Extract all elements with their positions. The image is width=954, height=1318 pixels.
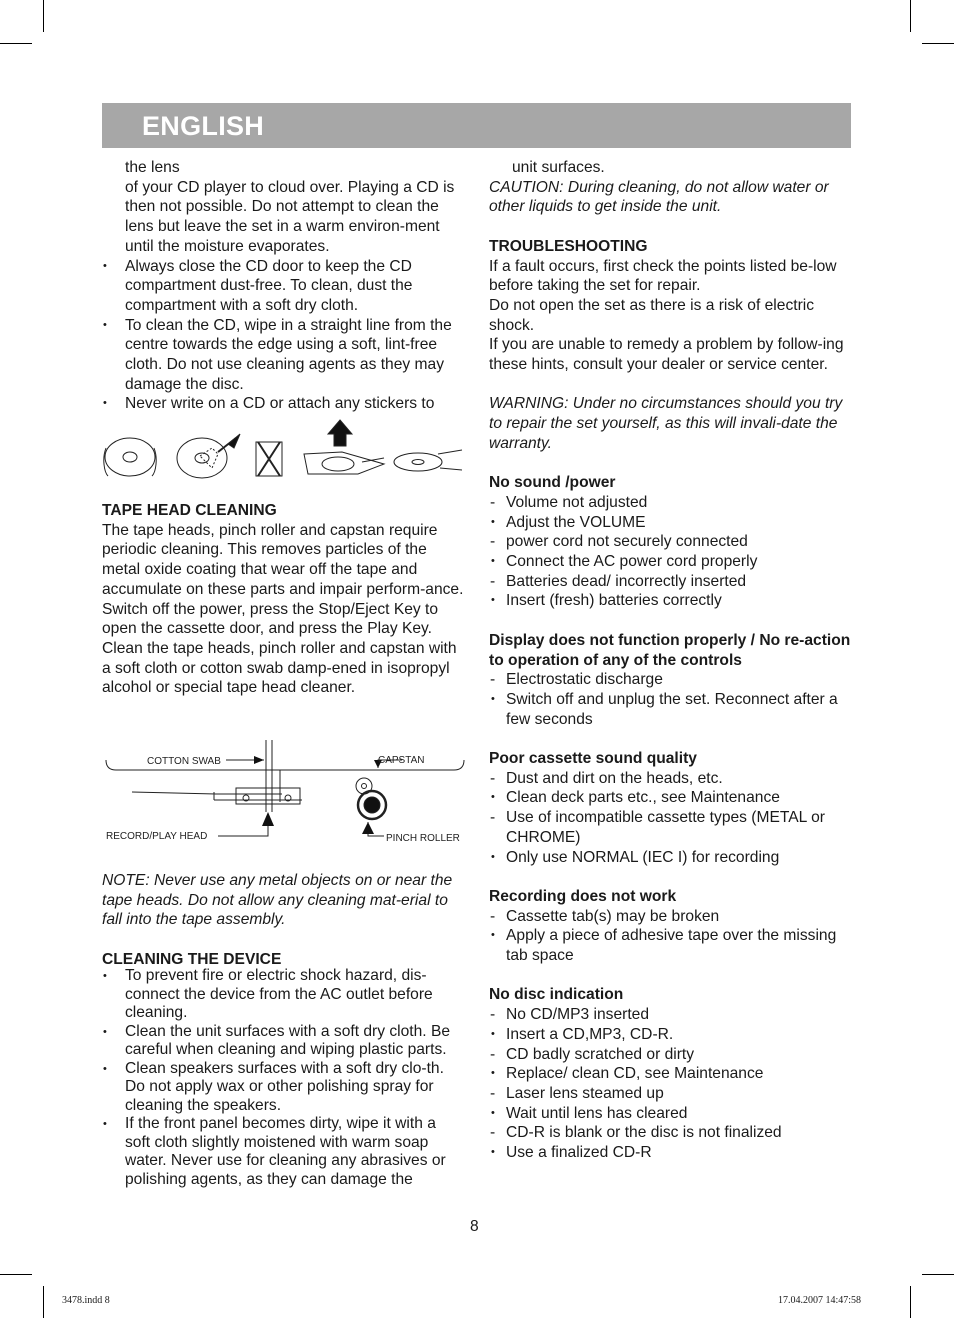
tape-head-diagram [102,740,468,850]
remedy-item: • Insert (fresh) batteries correctly [491,592,722,610]
crop-mark [910,0,911,32]
cd-hold-illustration [104,438,156,476]
cause-item: - CD badly scratched or dirty [490,1045,695,1063]
note-text: NOTE: Never use any metal objects on or near the tape heads. Do not allow any cleaning mat-erial to fall into the tape assembly. [102,872,453,929]
problem-heading: No disc indication [489,986,624,1004]
cause-item: - Laser lens steamed up [490,1084,664,1102]
body-text: Do not open the set as there is a risk of electric shock. [489,296,815,334]
left-column-top [102,158,464,414]
remedy-item: • Wait until lens has cleared [491,1104,688,1122]
insert-arrow [328,420,352,446]
cause-item: - Electrostatic discharge [490,671,663,689]
cd-insert-illustration [304,452,384,474]
crop-mark [43,1286,44,1318]
section-heading: TROUBLESHOOTING [489,237,648,255]
tape-head-section [102,501,468,698]
body-text: The tape heads, pinch roller and capstan require periodic cleaning. This removes particles of the metal oxide coating that wear off the tape and accumulate on these parts and impair perform-ance. Switch off the power, press the Stop/Eject Key to open the cassette door, and press the Play Key. Clean the tape heads, pinch roller and capstan with a soft cloth or cotton swab damp-ened in isopropyl alcohol or special tape head cleaner. [102,521,464,697]
language-header [102,103,851,148]
cause-item: - Use of incompatible cassette types (METAL or CHROME) [490,809,825,846]
cd-edge-hold-illustration [394,450,462,471]
footer-date: 17.04.2007 14:47:58 [778,1295,862,1306]
page-number: 8 [470,1218,479,1235]
label-cotton-swab: COTTON SWAB [147,756,221,767]
section-heading: CLEANING THE DEVICE [102,950,282,968]
footer-file: 3478.indd 8 [62,1295,110,1306]
label-capstan: CAPSTAN [378,755,425,766]
remedy-item: • Apply a piece of adhesive tape over the missing tab space [491,927,837,965]
label-record-head: RECORD/PLAY HEAD [106,831,208,842]
remedy-item: • Connect the AC power cord properly [491,553,758,571]
remedy-item: • Replace/ clean CD, see Maintenance [491,1065,764,1083]
cause-item: - Volume not adjusted [490,493,648,511]
section-heading: TAPE HEAD CLEANING [102,502,277,519]
cause-item: - Cassette tab(s) may be broken [490,907,720,925]
remedy-item: • Switch off and unplug the set. Reconnect after a few seconds [491,690,838,728]
list-item: • Always close the CD door to keep the CD compartment dust-free. To clean, dust the compartment with a soft dry cloth. [103,257,413,314]
crop-mark [922,43,954,44]
caution-text: CAUTION: During cleaning, do not allow water or other liquids to get inside the unit. [489,178,829,216]
body-text: If a fault occurs, first check the points listed be-low before taking the set for repair. [489,257,837,295]
label-pinch-roller: PINCH ROLLER [386,833,460,844]
problem-heading: Display does not function properly / No re-action to operation of any of the controls [489,631,851,669]
cause-item: - No CD/MP3 inserted [490,1006,649,1024]
crop-mark [0,43,32,44]
cause-item: - CD-R is blank or the disc is not finalized [490,1124,782,1142]
problem-heading: No sound /power [489,474,616,492]
cause-item: - Batteries dead/ incorrectly inserted [490,572,747,590]
header-title: ENGLISH [142,111,265,141]
problem-heading: Poor cassette sound quality [489,750,697,768]
left-column-bottom [102,871,464,970]
problem-heading: Recording does not work [489,887,677,905]
list-item: • Never write on a CD or attach any stickers to [103,395,435,413]
remedy-item: • Only use NORMAL (IEC I) for recording [491,848,780,866]
cause-item: - power cord not securely connected [490,533,748,551]
list-item: • Clean speakers surfaces with a soft dry clo-th. Do not apply wax or other polishing spray for cleaning the speakers. [103,1059,444,1114]
cause-item: - Dust and dirt on the heads, etc. [490,769,723,787]
remedy-item: • Use a finalized CD-R [491,1144,652,1162]
list-item: • To clean the CD, wipe in a straight line from the centre towards the edge using a soft, lint-free cloth. Do not use cleaning agents as they may damage the disc. [103,316,452,393]
remedy-item: • Insert a CD,MP3, CD-R. [491,1025,674,1043]
continued-text: unit surfaces. [512,159,605,176]
body-text: If you are unable to remedy a problem by follow-ing these hints, consult your dealer or service center. [489,336,844,374]
intro-line: the lens [125,159,180,176]
remedy-item: • Adjust the VOLUME [491,513,646,531]
crop-mark [0,1274,32,1275]
crop-mark [922,1274,954,1275]
cd-clean-illustration [177,438,236,478]
list-item: • To prevent fire or electric shock hazard, dis-connect the device from the AC outlet before cleaning. [103,967,433,1021]
crop-mark [43,0,44,32]
cd-care-illustrations [102,418,464,480]
right-column [489,158,853,1163]
remedy-item: • Clean deck parts etc., see Maintenance [491,789,780,807]
list-item: • If the front panel becomes dirty, wipe it with a soft cloth slightly moistened with warm soap water. Never use for cleaning any abrasives or polishing agents, as they can damage the [103,1115,446,1188]
intro-text: of your CD player to cloud over. Playing a CD is then not possible. Do not attempt to clean the lens but leave the set in a warm environ-ment until the moisture evaporates. [125,178,455,255]
cleaning-list [102,967,464,1189]
crop-mark [910,1286,911,1318]
cd-clean-arrow [228,434,240,448]
troubleshooting-sections [489,454,853,1163]
list-item: • Clean the unit surfaces with a soft dry cloth. Be careful when cleaning and wiping plastic parts. [103,1022,451,1058]
no-sticker-illustration [256,442,282,476]
warning-text: WARNING: Under no circumstances should you try to repair the set yourself, as this will invali-date the warranty. [489,395,843,452]
